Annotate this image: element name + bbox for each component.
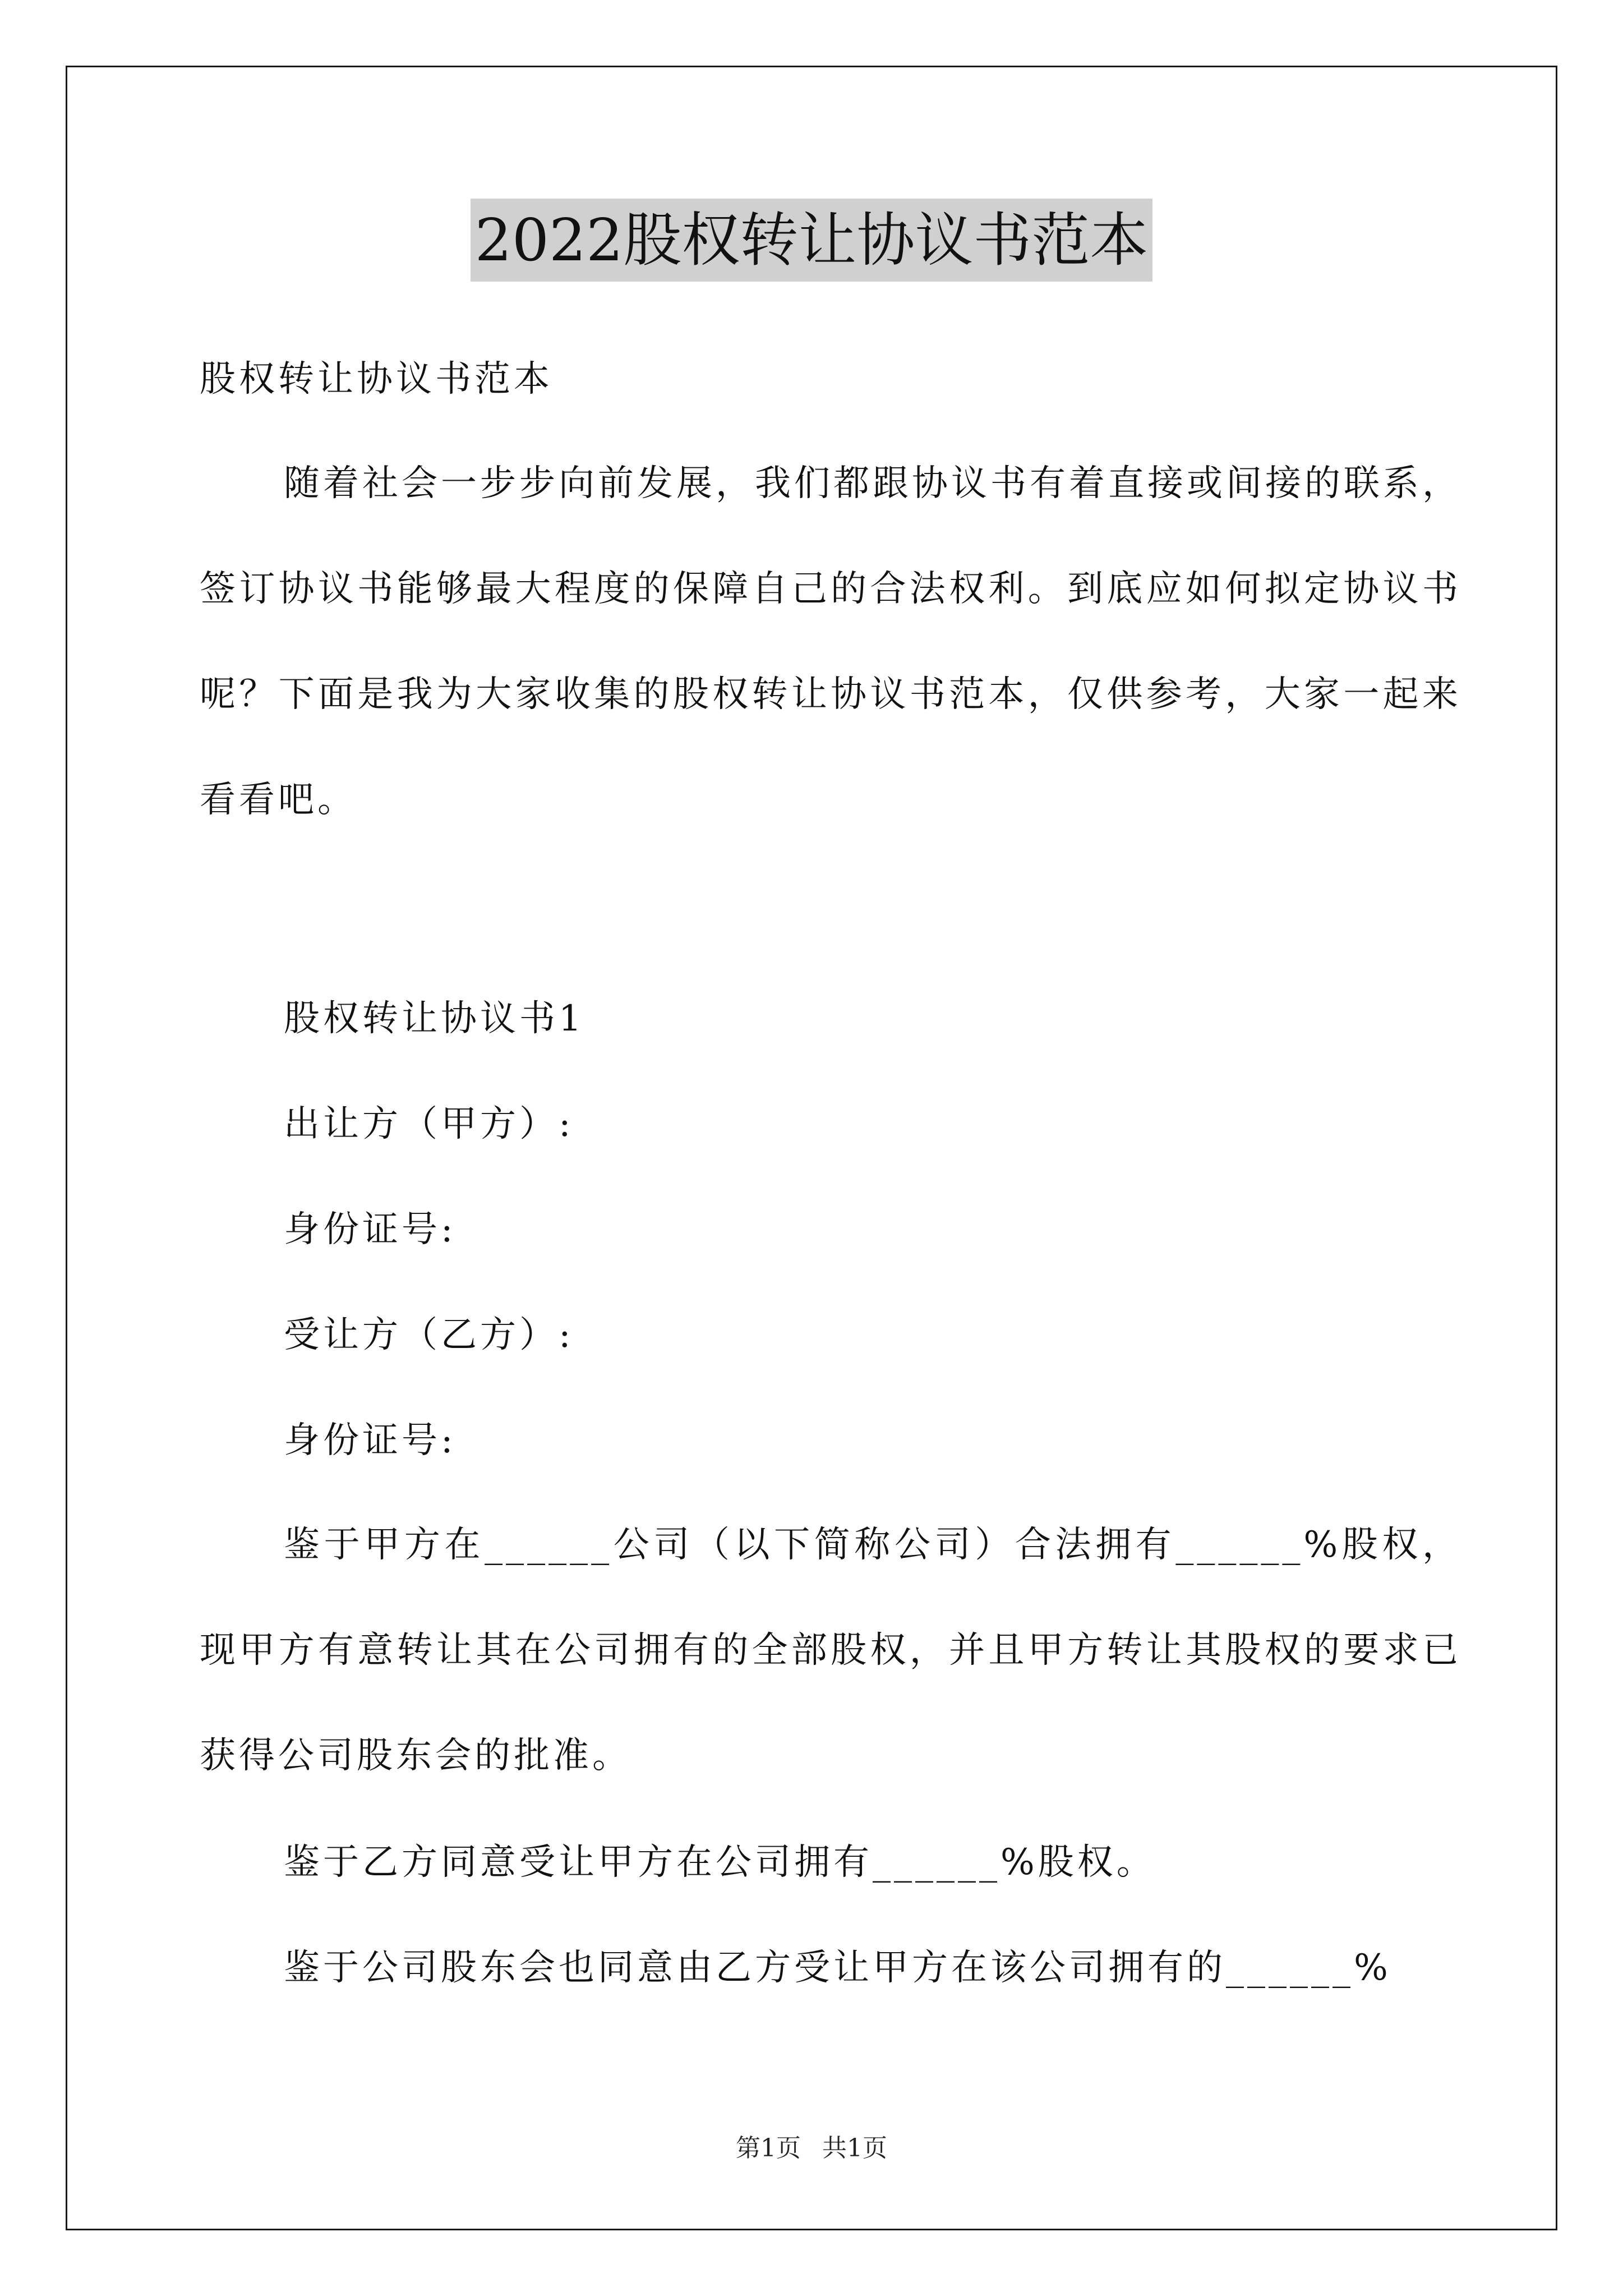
transferee-id-label: 身份证号: [284, 1420, 457, 1461]
clause-paragraph-3: 鉴于公司股东会也同意由乙方受让甲方在该公司拥有的______% [284, 1947, 1391, 1989]
page-total: 共1页 [822, 2134, 887, 2162]
transferor-id-label: 身份证号: [284, 1209, 457, 1250]
document-title: 2022股权转让协议书范本 [471, 199, 1153, 282]
intro-paragraph: 随着社会一步步向前发展，我们都跟协议书有着直接或间接的联系，签订协议书能够最大程度的保障自己的合法权利。到底应如何拟定协议书呢？下面是我为大家收集的股权转让协议书范本，仅供参考，大家一起来看看吧。 [200, 463, 1461, 821]
page-number: 第1页 [736, 2134, 801, 2162]
transferee-label: 受让方（乙方）: [284, 1314, 574, 1356]
document-subtitle: 股权转让协议书范本 [200, 358, 553, 400]
clause-paragraph-2: 鉴于乙方同意受让甲方在公司拥有______%股权。 [284, 1842, 1156, 1883]
title-container [0, 199, 1623, 282]
page-footer [0, 2132, 1623, 2165]
clause-paragraph-1: 鉴于甲方在______公司（以下简称公司）合法拥有______%股权，现甲方有意转让其在公司拥有的全部股权，并且甲方转让其股权的要求已获得公司股东会的批准。 [200, 1524, 1461, 1777]
section-heading: 股权转让协议书1 [284, 998, 585, 1039]
transferor-label: 出让方（甲方）: [284, 1103, 574, 1145]
